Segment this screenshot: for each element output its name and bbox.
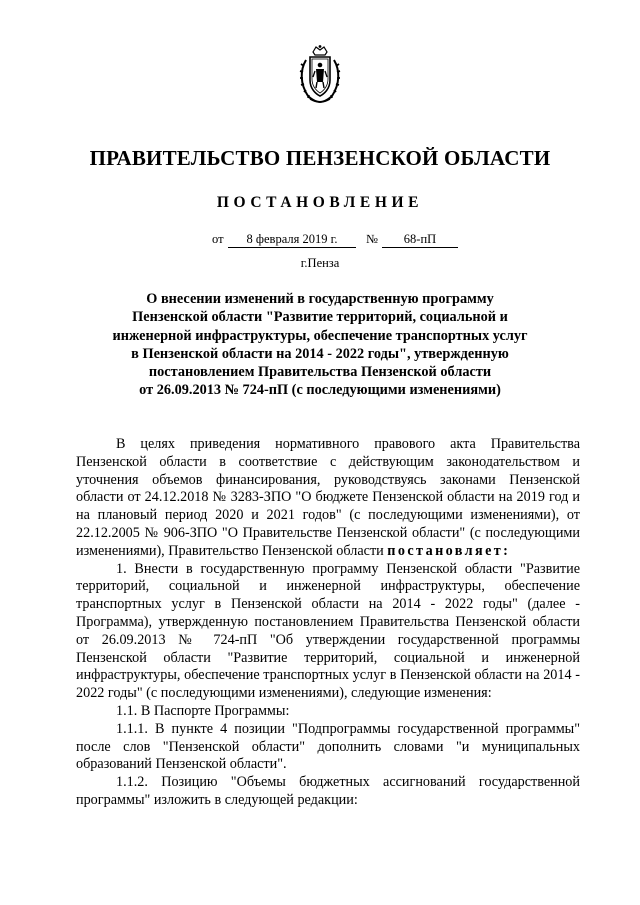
title-line: инженерной инфраструктуры, обеспечение транспортных услуг bbox=[112, 327, 528, 344]
title-line: О внесении изменений в государственную программу bbox=[146, 291, 494, 307]
date-prefix: от bbox=[212, 232, 224, 246]
preamble-text: В целях приведения нормативного правового акта Правительства Пензенской области в соответствие с действующим законодательством и уточнения объемов финансирования, руководствуясь законами Пензенской области от 24.12.2018 № 3283-ЗПО "О бюджете Пензенской области на 2019 год и на плановый период 2020 и 2021 годов" (с последующими изменениями), от 22.12.2005 № 906-ЗПО "О Правительстве Пензенской области" (с последующими изменениями), Правительство Пензенской области bbox=[76, 436, 580, 559]
title-line: Пензенской области "Развитие территорий, социальной и bbox=[132, 309, 508, 326]
document-date: 8 февраля 2019 г. bbox=[228, 232, 356, 248]
paragraph-1-1-2: 1.1.2. Позицию "Объемы бюджетных ассигнований государственной программы" изложить в следующей редакции: bbox=[76, 774, 580, 808]
document-type: ПОСТАНОВЛЕНИЕ bbox=[216, 194, 424, 211]
government-name: ПРАВИТЕЛЬСТВО ПЕНЗЕНСКОЙ ОБЛАСТИ bbox=[89, 146, 551, 170]
number-prefix: № bbox=[366, 232, 378, 246]
title-line: в Пензенской области на 2014 - 2022 годы", утвержденную bbox=[131, 345, 509, 362]
preamble-paragraph bbox=[76, 436, 580, 561]
document-body bbox=[76, 436, 580, 810]
paragraph-1-1: 1.1. В Паспорте Программы: bbox=[116, 702, 290, 719]
document-city: г.Пенза bbox=[300, 256, 340, 270]
document-number: 68-пП bbox=[382, 232, 458, 248]
coat-of-arms-icon bbox=[296, 44, 344, 104]
paragraph-1-1-1: 1.1.1. В пункте 4 позиции "Подпрограммы государственной программы" после слов "Пензенской области" дополнить словами "и муниципальных образований Пензенской области". bbox=[76, 720, 580, 773]
title-line: от 26.09.2013 № 724-пП (с последующими изменениями) bbox=[139, 382, 501, 399]
document-title bbox=[110, 290, 530, 400]
coat-of-arms-graphic bbox=[296, 44, 344, 104]
title-line: постановлением Правительства Пензенской области bbox=[148, 364, 492, 381]
paragraph-1: 1. Внести в государственную программу Пензенской области "Развитие территорий, социальной и инженерной инфраструктуры, обеспечение транспортных услуг в Пензенской области на 2014 - 2022 годы" (далее - Программа), утвержденную постановлением Правительства Пензенской области от 26.09.2013 № 724-пП "Об утверждении государственной программы Пензенской области "Развитие территорий, социальной и инженерной инфраструктуры, обеспечение транспортных услуг в Пензенской области на 2014 - 2022 годы" (с последующими изменениями), следующие изменения: bbox=[76, 560, 580, 702]
resolves-word: постановляет: bbox=[387, 542, 511, 559]
